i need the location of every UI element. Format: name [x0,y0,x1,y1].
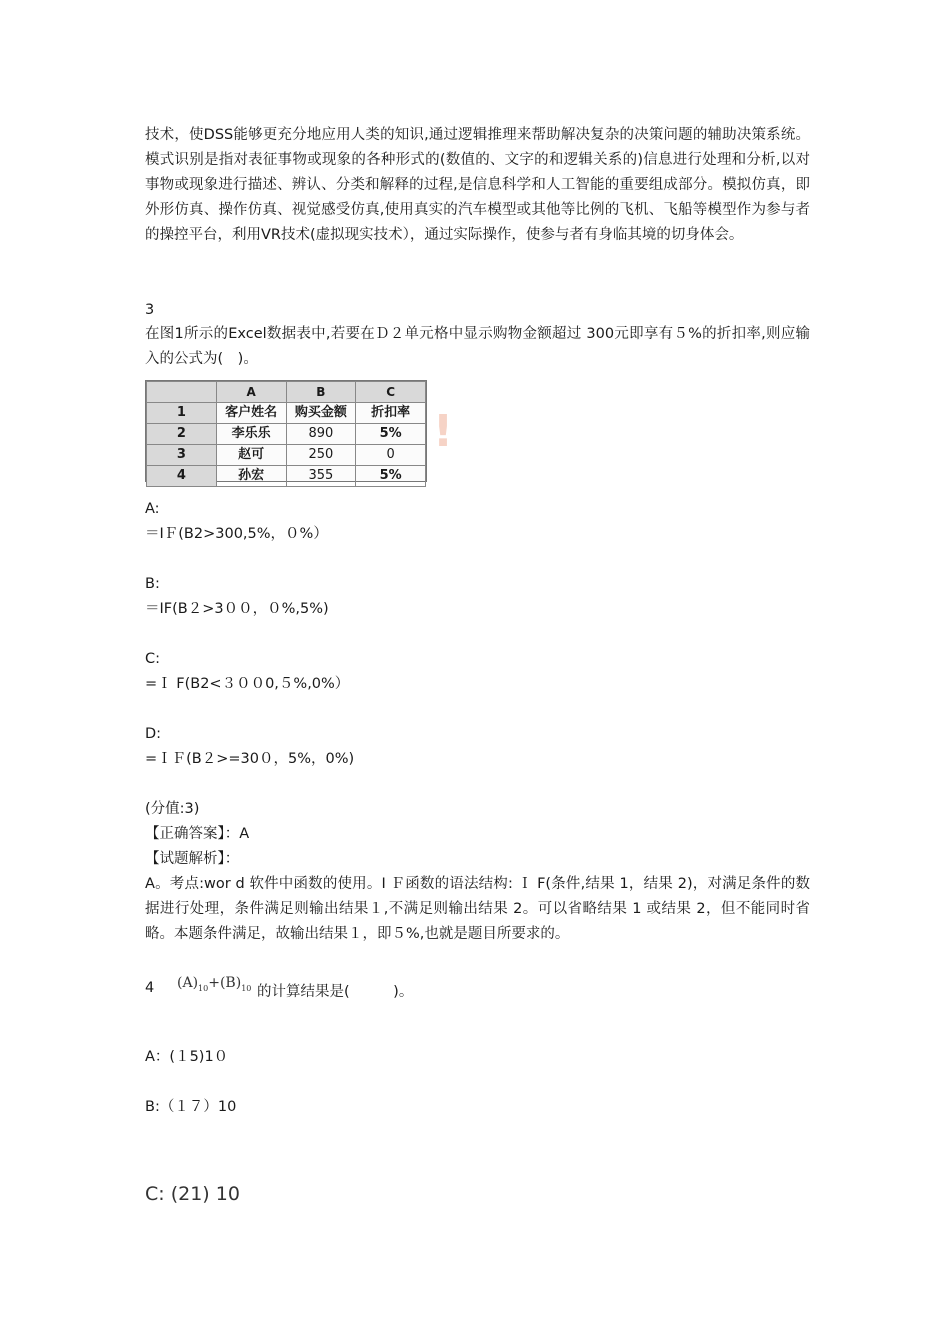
excel-row-number: 1 [147,403,217,424]
excel-cell: 0 [356,445,426,466]
excel-row [147,445,426,466]
option-b-value: ＝IF(B２>3００，０%,5%) [145,601,329,617]
intro-paragraph: 技术，使DSS能够更充分地应用人类的知识,通过逻辑推理来帮助解决复杂的决策问题的辅助决策系统。模式识别是指对表征事物或现象的各种形式的(数值的、文字的和逻辑关系的)信息进行处理和分析,以对事物或现象进行描述、辨认、分类和解释的过程,是信息科学和人工智能的重要组成部分。模拟仿真，即外形仿真、操作仿真、视觉感受仿真,使用真实的汽车模型或其他等比例的飞机、飞船等模型作为参与者的操控平台，利用VR技术(虚拟现实技术），通过实际操作，使参与者有身临其境的切身体会。 [145,127,810,243]
excel-cell: 李乐乐 [216,424,286,445]
formula-plus: + [208,975,220,991]
excel-row-number: 2 [147,424,217,445]
question-3-text: 在图1所示的Excel数据表中,若要在Ｄ２单元格中显示购物金额超过 300元即享有５%的折扣率,则应输入的公式为( )。 [145,326,810,367]
q4-option-a [145,1047,810,1067]
q4-option-b [145,1097,810,1117]
analysis-text: A。考点:wor d 软件中函数的使用。I Ｆ函数的语法结构: Ｉ F(条件,结果 1，结果 2)，对满足条件的数据进行处理，条件满足则输出结果１,不满足则输出结果 2。可以省略结果 1 或结果 2，但不能同时省略。本题条件满足，故输出结果１，即５%,也就是题目所要求的。 [145,876,810,942]
excel-col-header: A [216,382,286,403]
formula-subscript: 10 [241,983,252,993]
excel-cell: 5% [356,466,426,487]
excel-col-header: B [286,382,356,403]
excel-cell: 客户姓名 [216,403,286,424]
question-4-text: 的计算结果是( )。 [257,984,414,1000]
excel-row-number: 3 [147,445,217,466]
image-artifact-mark: ! [433,406,454,457]
excel-cell: 5% [356,424,426,445]
option-b-label: B: [145,576,160,592]
excel-corner-cell [147,382,217,403]
formula-b: (B) [219,975,242,991]
excel-col-header: C [356,382,426,403]
option-c-label: C: [145,651,161,667]
excel-cell: 890 [286,424,356,445]
q4-option-a-label: A： [145,1049,170,1065]
question-4-number: 4 [145,980,155,996]
question-3-number: 3 [145,302,155,318]
q4-option-b-value: （１７）10 [159,1099,237,1115]
formula-a: (A) [177,975,199,991]
excel-cell: 赵可 [216,445,286,466]
excel-header-row [147,382,426,403]
excel-row [147,403,426,424]
excel-cell: 购买金额 [286,403,356,424]
option-d-label: D: [145,726,162,742]
score-text: (分值:3) [145,801,200,817]
question-4-formula [177,975,251,993]
excel-row [147,466,426,487]
correct-answer: 【正确答案】：A [145,826,250,842]
excel-cell: 孙宏 [216,466,286,487]
q4-option-c-value: (21) 10 [170,1183,240,1205]
option-a-value: ＝IＦ(B2>300,5%，０%） [145,526,328,542]
q4-option-c [145,1183,240,1205]
option-c-value: =Ｉ F(B2<３００0,５%,0%） [145,676,350,692]
excel-row [147,424,426,445]
excel-cell: 250 [286,445,356,466]
q4-option-a-value: (１5)1０ [169,1049,229,1065]
excel-cell: 355 [286,466,356,487]
excel-table-image [145,380,427,482]
formula-subscript: 10 [198,983,209,993]
analysis-title: 【试题解析】： [145,851,240,867]
q4-option-c-label: C: [145,1183,165,1205]
option-d-value: =ＩＦ(B２>=30０，5%，0%) [145,751,355,767]
option-a-label: A: [145,501,160,517]
excel-cell: 折扣率 [356,403,426,424]
excel-row-number: 4 [147,466,217,487]
q4-option-b-label: B: [145,1099,160,1115]
